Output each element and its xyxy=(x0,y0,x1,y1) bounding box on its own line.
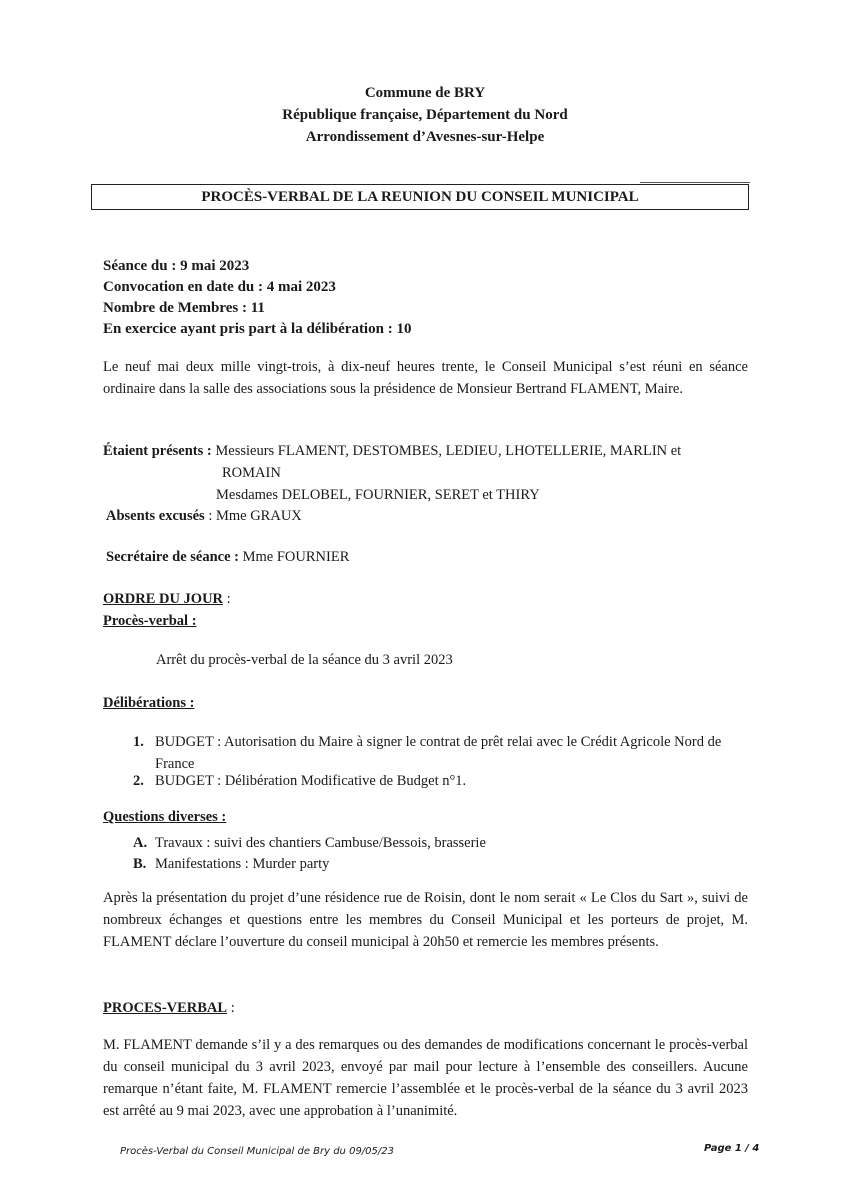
pv-subheading: Procès-verbal : xyxy=(103,613,197,629)
deliberations-heading: Délibérations : xyxy=(103,695,195,711)
intro-paragraph: Le neuf mai deux mille vingt-trois, à dix-neuf heures trente, le Conseil Municipal s’est réuni en séance ordinaire dans la salle des associations sous la présidence de Monsieur Bertrand FLAMENT, Maire. xyxy=(103,359,748,397)
presents-line xyxy=(103,440,681,462)
footer-document-reference: Procès-Verbal du Conseil Municipal de Bry du 09/05/23 xyxy=(120,1146,394,1157)
presents-messieurs: Messieurs FLAMENT, DESTOMBES, LEDIEU, LHOTELLERIE, MARLIN et xyxy=(215,443,682,459)
title-top-rule xyxy=(640,182,750,183)
pv-item: Arrêt du procès-verbal de la séance du 3 avril 2023 xyxy=(156,652,453,668)
absents-line xyxy=(106,505,302,527)
deliberation-text: BUDGET : Autorisation du Maire à signer le contrat de prêt relai avec le Crédit Agricole Nord de France xyxy=(155,734,722,772)
session-meta xyxy=(103,256,411,340)
arrondissement-line: Arrondissement d’Avesnes-sur-Helpe xyxy=(305,129,545,145)
question-text: Manifestations : Murder party xyxy=(155,856,330,872)
questions-heading: Questions diverses : xyxy=(103,809,227,825)
absents-value: : Mme GRAUX xyxy=(204,508,302,524)
convocation-date: Convocation en date du : 4 mai 2023 xyxy=(103,279,336,295)
presents-label: Étaient présents : xyxy=(103,443,212,459)
republique-line: République française, Département du Nord xyxy=(282,107,568,123)
deliberation-item xyxy=(133,770,760,792)
ordre-du-jour-heading xyxy=(103,588,231,610)
presents-mesdames: Mesdames DELOBEL, FOURNIER, SERET et THIRY xyxy=(216,487,540,503)
presentation-paragraph: Après la présentation du projet d’une résidence rue de Roisin, dont le nom serait « Le Clos du Sart », suivi de nombreux échanges et questions entre les membres du Conseil Municipal et les porteurs de projet, M. FLAMENT déclare l’ouverture du conseil municipal à 20h50 et remercie les membres présents. xyxy=(103,890,748,950)
members-count: Nombre de Membres : 11 xyxy=(103,300,265,316)
seance-date: Séance du : 9 mai 2023 xyxy=(103,258,250,274)
secretaire-value: Mme FOURNIER xyxy=(239,549,350,565)
question-letter: A. xyxy=(133,835,148,851)
document-title: PROCÈS-VERBAL DE LA REUNION DU CONSEIL MUNICIPAL xyxy=(201,188,639,205)
question-text: Travaux : suivi des chantiers Cambuse/Bessois, brasserie xyxy=(155,835,486,851)
pv-section-heading xyxy=(103,997,235,1019)
absents-label: Absents excusés xyxy=(106,508,205,524)
commune-name: Commune de BRY xyxy=(364,85,486,101)
deliberation-text: BUDGET : Délibération Modificative de Budget n°1. xyxy=(155,773,467,789)
document-header xyxy=(0,82,850,148)
deliberation-number: 1. xyxy=(133,734,144,750)
pv-heading-suffix: : xyxy=(227,1000,235,1016)
secretaire-line xyxy=(106,546,349,568)
document-title-box xyxy=(91,184,749,210)
deliberation-number: 2. xyxy=(133,773,144,789)
pv-heading-label: PROCES-VERBAL xyxy=(103,1000,228,1016)
secretaire-label: Secrétaire de séance : xyxy=(106,549,239,565)
presents-messieurs-cont: ROMAIN xyxy=(222,465,281,481)
question-letter: B. xyxy=(133,856,147,872)
question-item xyxy=(133,853,760,875)
pv-section-paragraph: M. FLAMENT demande s’il y a des remarques ou des demandes de modifications concernant le procès-verbal du conseil municipal du 3 avril 2023, envoyé par mail pour lecture à l’ensemble des conseillers. Aucune remarque n’étant faite, M. FLAMENT remercie l’assemblée et le procès-verbal de la séance du 3 avril 2023 est arrêté au 9 mai 2023, avec une approbation à l’unanimité. xyxy=(103,1037,748,1119)
page-number: Page 1 / 4 xyxy=(704,1143,760,1154)
ordre-label: ORDRE DU JOUR xyxy=(103,591,224,607)
exercice-count: En exercice ayant pris part à la délibération : 10 xyxy=(103,321,412,337)
ordre-suffix: : xyxy=(223,591,231,607)
deliberation-item xyxy=(133,731,760,775)
question-item xyxy=(133,832,760,854)
